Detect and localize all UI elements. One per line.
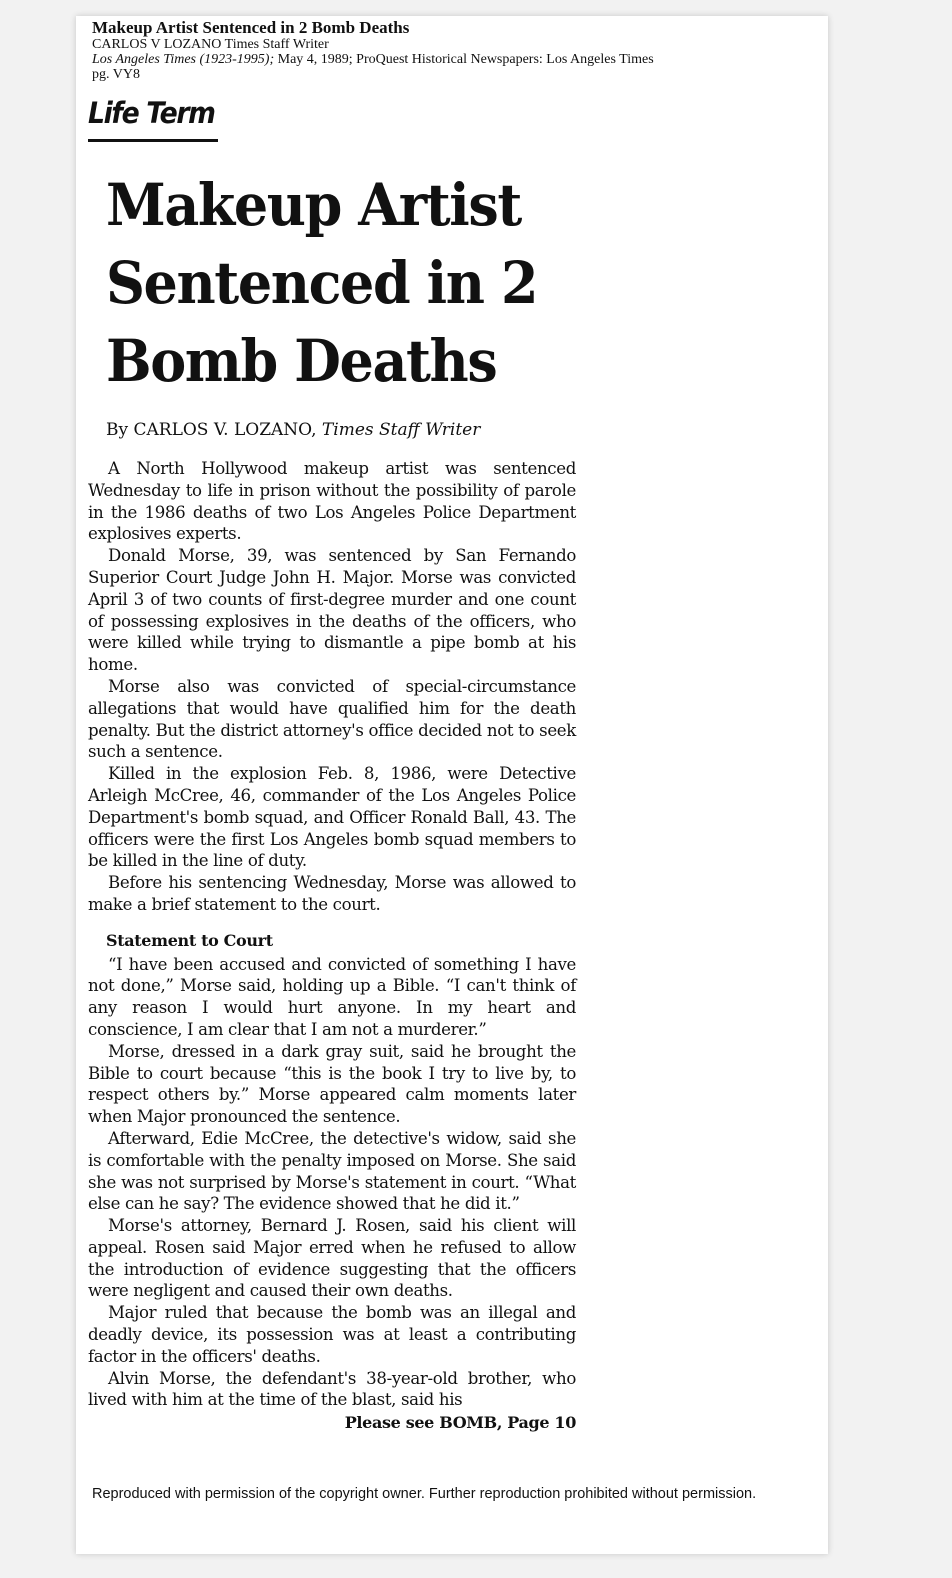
citation-title: Makeup Artist Sentenced in 2 Bomb Deaths [92, 18, 410, 37]
byline-author: By CARLOS V. LOZANO, [106, 420, 317, 440]
headline-line-2: Sentenced in 2 [106, 249, 538, 317]
headline-line-1: Makeup Artist [106, 171, 521, 239]
byline-role: Times Staff Writer [321, 420, 481, 440]
subheading: Statement to Court [106, 930, 273, 950]
paragraph: Killed in the explosion Feb. 8, 1986, were Detective Arleigh McCree, 46, commander of the Los Angeles Police Department's bomb squad, and Officer Ronald Ball, 43. The officers were the first Los Angeles bomb squad members to be killed in the line of duty. [88, 764, 576, 871]
paragraph: Donald Morse, 39, was sentenced by San Fernando Superior Court Judge John H. Major. Morse was convicted April 3 of two counts of first-degree murder and one count of possessing explosives in the deaths of the officers, who were killed while trying to dismantle a pipe bomb at his home. [88, 546, 576, 675]
document-page [76, 16, 828, 1554]
citation-source [92, 52, 792, 67]
paragraph: Afterward, Edie McCree, the detective's widow, said she is comfortable with the penalty imposed on Morse. She said she was not surprised by Morse's statement in court. “What else can he say? The evidence showed that he did it.” [88, 1128, 576, 1214]
article-body [88, 458, 576, 1434]
paragraph: Morse also was convicted of special-circumstance allegations that would have qualified him for the death penalty. But the district attorney's office decided not to seek such a sentence. [88, 676, 576, 762]
citation-date-database: May 4, 1989; ProQuest Historical Newspapers: Los Angeles Times [274, 52, 654, 67]
paragraph: Before his sentencing Wednesday, Morse was allowed to make a brief statement to the court. [88, 873, 576, 914]
continuation-line: Please see BOMB, Page 10 [344, 1413, 576, 1433]
citation-page: pg. VY8 [92, 67, 140, 82]
citation-header [92, 18, 792, 82]
copyright-footer: Reproduced with permission of the copyright owner. Further reproduction prohibited without permission. [92, 1486, 757, 1502]
paragraph: Alvin Morse, the defendant's 38-year-old brother, who lived with him at the time of the blast, said his [88, 1368, 576, 1410]
paragraph: Morse, dressed in a dark gray suit, said he brought the Bible to court because “this is the book I try to live by, to respect others by.” Morse appeared calm moments later when Major pronounced the sentence. [88, 1041, 576, 1127]
byline [106, 420, 480, 440]
paragraph: Morse's attorney, Bernard J. Rosen, said his client will appeal. Rosen said Major erred when he refused to allow the introduction of evidence suggesting that the officers were negligent and caused their own deaths. [88, 1216, 576, 1301]
kicker-underline [88, 139, 218, 142]
paragraph: Major ruled that because the bomb was an illegal and deadly device, its possession was at least a contributing factor in the officers' deaths. [88, 1303, 576, 1366]
citation-author: CARLOS V LOZANO Times Staff Writer [92, 37, 329, 52]
headline [106, 166, 590, 400]
citation-publication: Los Angeles Times (1923-1995); [92, 52, 275, 67]
paragraph: A North Hollywood makeup artist was sentenced Wednesday to life in prison without the possibility of parole in the 1986 deaths of two Los Angeles Police Department explosives experts. [88, 459, 576, 544]
paragraph: “I have been accused and convicted of something I have not done,” Morse said, holding up a Bible. “I can't think of any reason I would hurt anyone. In my heart and conscience, I am clear that I am not a murderer.” [88, 954, 576, 1039]
headline-line-3: Bomb Deaths [106, 327, 497, 395]
section-kicker: Life Term [88, 96, 215, 130]
